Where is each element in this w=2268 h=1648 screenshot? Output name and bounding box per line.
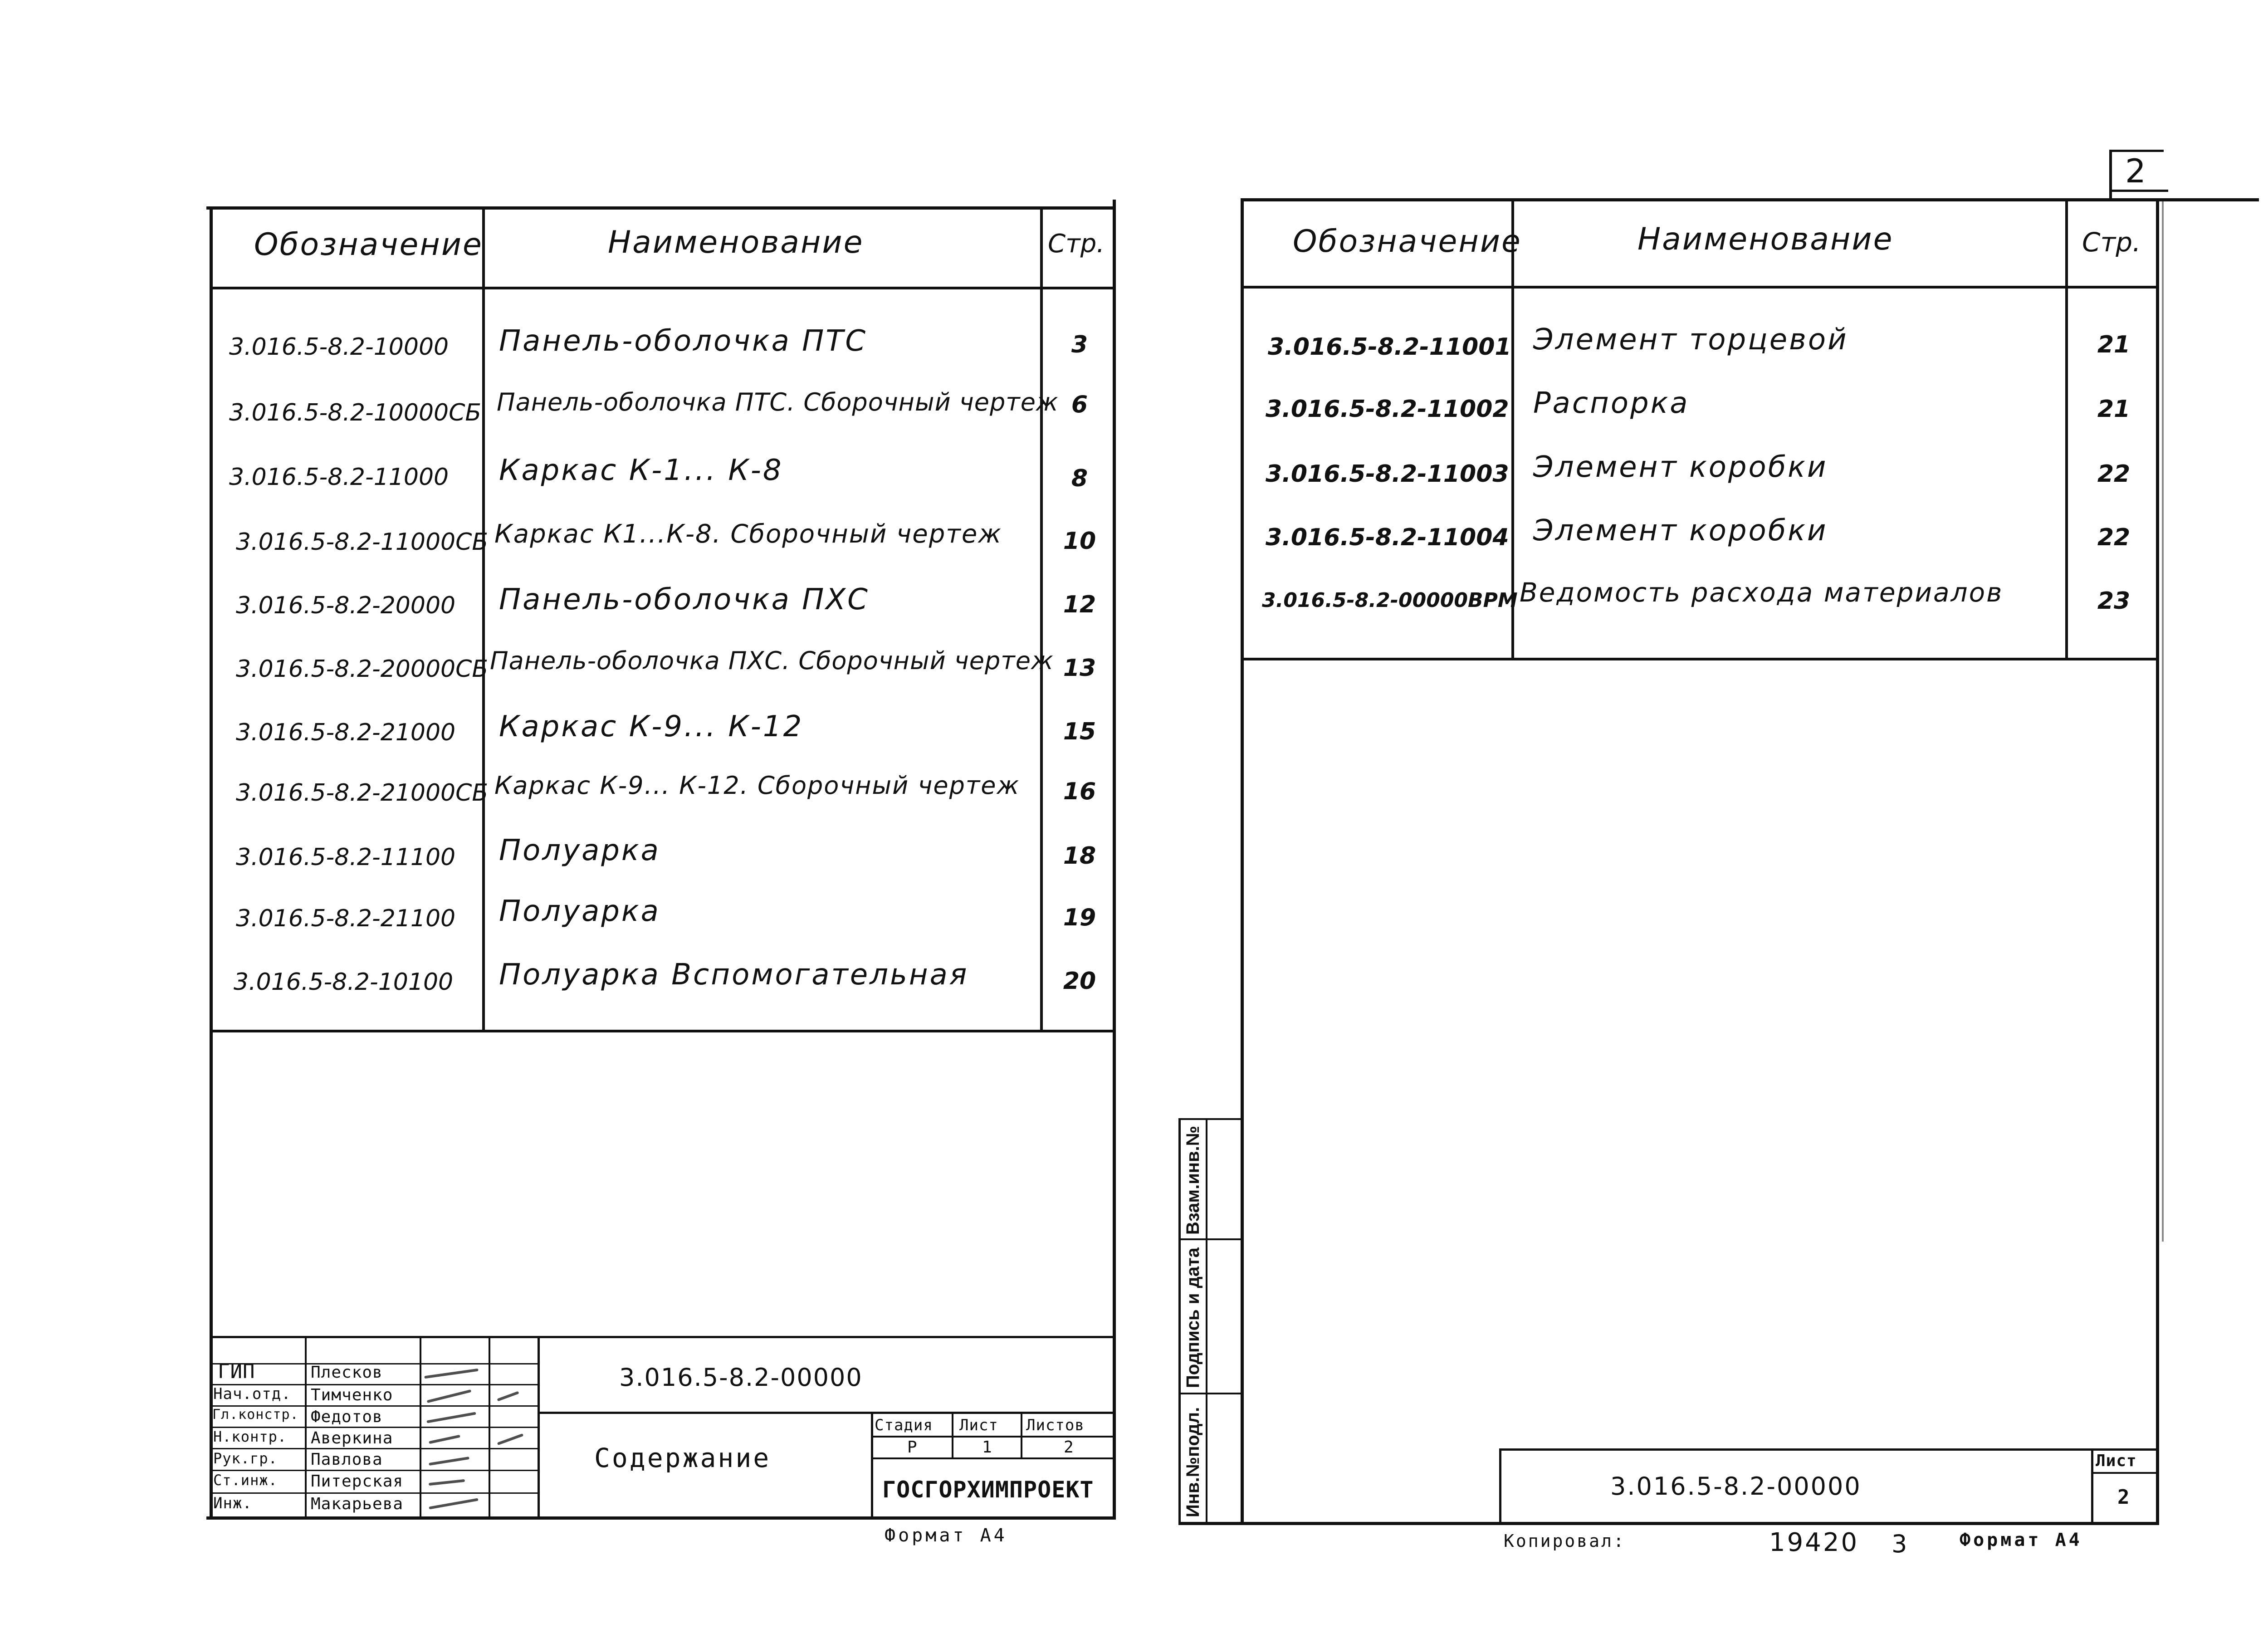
row-page: 3 <box>1071 331 1088 358</box>
row-page: 23 <box>2097 587 2131 615</box>
person-name: Плесков <box>311 1363 383 1382</box>
row-code: 3.016.5-8.2-20000СБ <box>236 655 489 683</box>
role-label: Гл.констр. <box>212 1407 299 1423</box>
row-name: Распорка <box>1533 386 1690 420</box>
row-code: 3.016.5-8.2-20000 <box>236 592 456 619</box>
side-label: Инв.№подл. <box>1183 1407 1203 1517</box>
row-code: 3.016.5-8.2-11100 <box>236 844 456 871</box>
row-page: 22 <box>2097 460 2131 488</box>
row-page: 8 <box>1071 465 1088 492</box>
row-code: 3.016.5-8.2-21000 <box>236 719 456 746</box>
row-code: 3.016.5-8.2-21100 <box>236 905 456 932</box>
person-name: Павлова <box>311 1450 383 1469</box>
row-page: 22 <box>2097 524 2131 551</box>
contents-sheet-right <box>1143 0 2268 1648</box>
row-name: Каркас К1...К-8. Сборочный чертеж <box>494 519 1002 549</box>
row-page: 19 <box>1063 904 1096 931</box>
stage-value: Р <box>907 1438 918 1457</box>
row-code: 3.016.5-8.2-11003 <box>1266 460 1509 488</box>
sheet-label: Лист <box>2096 1452 2137 1470</box>
person-name: Питерская <box>311 1472 404 1491</box>
row-name: Элемент коробки <box>1533 450 1828 484</box>
copied-label: Копировал: <box>1504 1531 1626 1551</box>
row-code: 3.016.5-8.2-00000ВРМ <box>1262 589 1518 612</box>
sheet-value: 1 <box>982 1438 992 1457</box>
row-page: 16 <box>1063 778 1096 805</box>
row-name: Панель-оболочка ПТС <box>499 324 868 358</box>
role-label: Н.контр. <box>213 1428 287 1445</box>
row-name: Панель-оболочка ПХС. Сборочный чертеж <box>490 646 1054 675</box>
column-header-page: Стр. <box>2082 227 2141 258</box>
column-header-name: Наименование <box>1637 221 1894 257</box>
row-code: 3.016.5-8.2-11001 <box>1268 333 1511 361</box>
role-label: Рук.гр. <box>213 1450 278 1467</box>
document-title: Содержание <box>594 1443 771 1473</box>
document-code: 3.016.5-8.2-00000 <box>1610 1472 1862 1501</box>
row-name: Полуарка <box>499 895 660 928</box>
row-page: 18 <box>1063 842 1096 870</box>
document-code: 3.016.5-8.2-00000 <box>619 1363 863 1392</box>
row-page: 21 <box>2097 396 2131 423</box>
side-label: Взам.инв.№ <box>1183 1125 1203 1235</box>
row-code: 3.016.5-8.2-10000СБ <box>229 399 482 426</box>
row-page: 20 <box>1063 968 1096 995</box>
row-page: 6 <box>1071 391 1088 418</box>
row-name: Элемент торцевой <box>1533 323 1848 357</box>
column-header-name: Наименование <box>608 225 864 260</box>
row-code: 3.016.5-8.2-11002 <box>1266 396 1509 423</box>
order-number: 19420 <box>1769 1528 1859 1557</box>
organization-name: ГОСГОРХИМПРОЕКТ <box>882 1477 1094 1503</box>
column-header-code: Обозначение <box>1293 224 1522 259</box>
sheet-label: Лист <box>959 1416 998 1434</box>
sheets-label: Листов <box>1026 1416 1085 1434</box>
person-name: Федотов <box>311 1408 383 1426</box>
role-label: Нач.отд. <box>213 1385 291 1403</box>
order-suffix: 3 <box>1892 1530 1907 1558</box>
format-label: Формат А4 <box>1960 1530 2082 1550</box>
row-page: 12 <box>1063 591 1096 618</box>
sheet-value: 2 <box>2117 1486 2130 1509</box>
row-page: 21 <box>2097 331 2131 358</box>
person-name: Аверкина <box>311 1429 393 1448</box>
stage-label: Стадия <box>875 1416 933 1434</box>
column-header-code: Обозначение <box>254 227 483 263</box>
row-name: Полуарка Вспомогательная <box>499 958 969 992</box>
row-code: 3.016.5-8.2-10000 <box>229 333 449 361</box>
role-label: Инж. <box>213 1494 252 1512</box>
format-label: Формат А4 <box>885 1525 1007 1546</box>
sheets-value: 2 <box>1064 1438 1074 1457</box>
row-page: 15 <box>1063 718 1096 745</box>
row-name: Полуарка <box>499 834 660 867</box>
row-name: Ведомость расхода материалов <box>1520 577 2004 608</box>
role-label: ГИП <box>218 1360 255 1383</box>
person-name: Тимченко <box>311 1386 393 1404</box>
person-name: Макарьева <box>311 1495 404 1513</box>
row-code: 3.016.5-8.2-11000 <box>229 464 449 491</box>
sheet-number: 2 <box>2125 152 2146 190</box>
row-page: 10 <box>1063 528 1096 555</box>
row-code: 3.016.5-8.2-10100 <box>234 968 454 996</box>
row-code: 3.016.5-8.2-21000СБ <box>236 779 489 807</box>
column-header-page: Стр. <box>1048 229 1105 259</box>
row-code: 3.016.5-8.2-11004 <box>1266 524 1509 551</box>
row-name: Каркас К-9... К-12. Сборочный чертеж <box>494 771 1020 800</box>
row-name: Панель-оболочка ПХС <box>499 583 870 616</box>
side-label: Подпись и дата <box>1183 1247 1203 1388</box>
row-code: 3.016.5-8.2-11000СБ <box>236 528 489 556</box>
row-page: 13 <box>1063 655 1096 682</box>
row-name: Каркас К-1... К-8 <box>499 454 783 487</box>
role-label: Ст.инж. <box>213 1472 278 1489</box>
row-name: Панель-оболочка ПТС. Сборочный чертеж <box>497 388 1059 416</box>
row-name: Элемент коробки <box>1533 514 1828 548</box>
row-name: Каркас К-9... К-12 <box>499 710 804 743</box>
